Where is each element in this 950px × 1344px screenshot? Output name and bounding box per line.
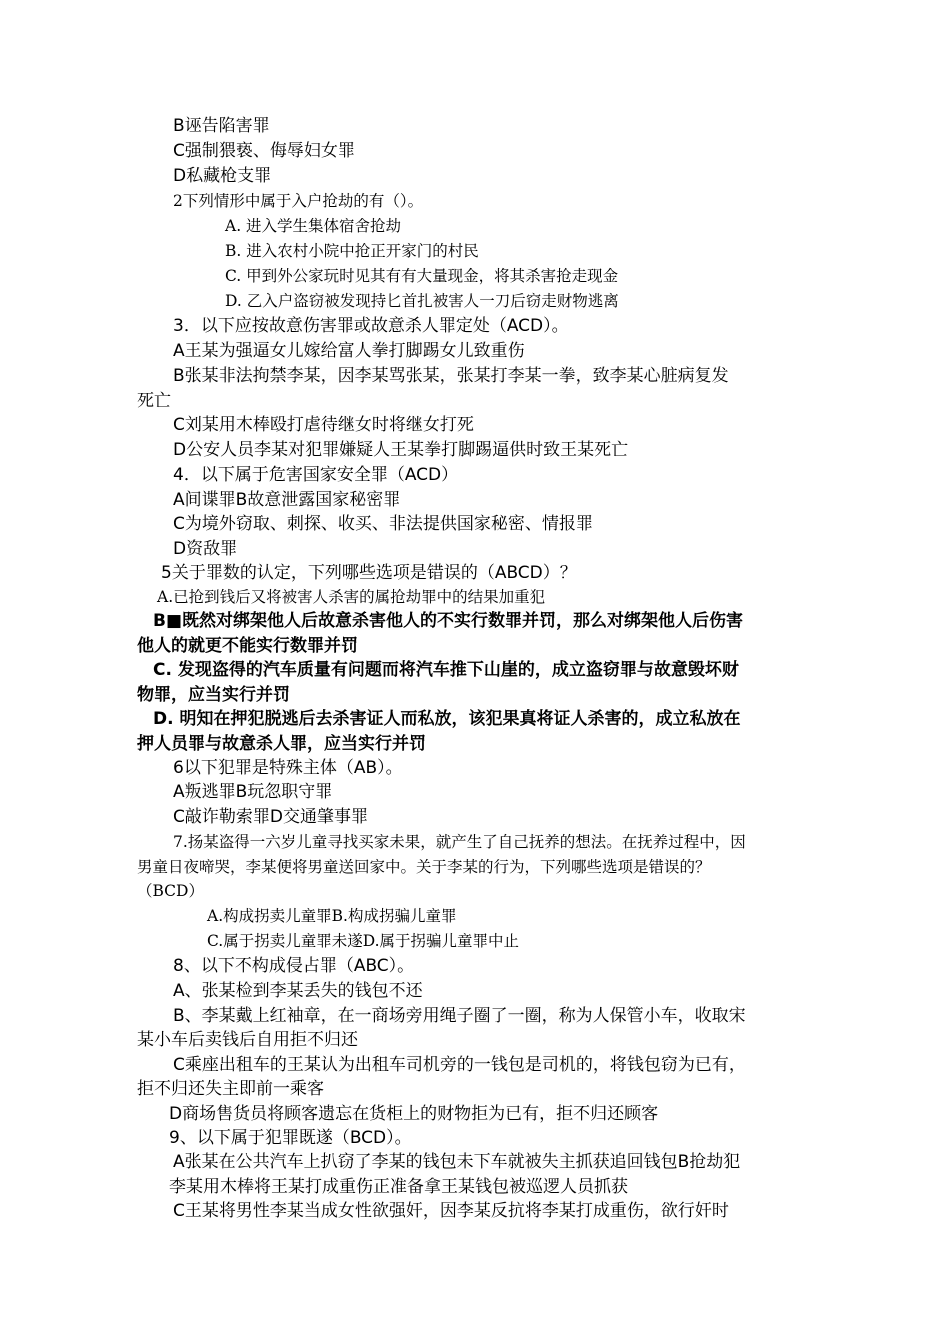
q7-option-ab: A.构成拐卖儿童罪B.构成拐骗儿童罪 bbox=[207, 907, 457, 925]
question-2-text: 2下列情形中属于入户抢劫的有（）。 bbox=[173, 192, 424, 210]
q3-option-b-cont: 死亡 bbox=[137, 391, 171, 411]
q8-option-d: D商场售货员将顾客遗忘在货柜上的财物拒为已有，拒不归还顾客 bbox=[169, 1104, 659, 1124]
q5-option-a: A.已抢到钱后又将被害人杀害的属抢劫罪中的结果加重犯 bbox=[157, 588, 546, 606]
q7-option-cd: C.属于拐卖儿童罪未遂D.属于拐骗儿童罪中止 bbox=[207, 932, 520, 950]
q5-option-d-cont: 押人员罪与故意杀人罪，应当实行并罚 bbox=[137, 734, 426, 754]
q3-option-a: A王某为强逼女儿嫁给富人拳打脚踢女儿致重伤 bbox=[173, 341, 525, 361]
q5-option-b-cont: 他人的就更不能实行数罪并罚 bbox=[137, 636, 358, 656]
q3-option-d: D公安人员李某对犯罪嫌疑人王某拳打脚踢逼供时致王某死亡 bbox=[173, 440, 629, 460]
q6-option-ab: A叛逃罪B玩忽职守罪 bbox=[173, 782, 333, 802]
q8-option-b-cont: 某小车后卖钱后自用拒不归还 bbox=[137, 1030, 358, 1050]
q2-option-b: B. 进入农村小院中抢正开家门的村民 bbox=[225, 242, 479, 260]
question-7-text: 7.扬某盗得一六岁儿童寻找买家未果，就产生了自己抚养的想法。在抚养过程中，因 bbox=[173, 833, 746, 851]
q2-option-c: C. 甲到外公家玩时见其有有大量现金，将其杀害抢走现金 bbox=[225, 267, 619, 285]
q2-option-a: A. 进入学生集体宿舍抢劫 bbox=[225, 217, 402, 235]
q5-option-b: B■既然对绑架他人后故意杀害他人的不实行数罪并罚，那么对绑架他人后伤害 bbox=[153, 611, 744, 631]
q4-option-d: D资敌罪 bbox=[173, 539, 238, 559]
question-4-text: 4．以下属于危害国家安全罪（ACD） bbox=[173, 465, 459, 485]
question-9-text: 9、以下属于犯罪既遂（BCD）。 bbox=[169, 1128, 412, 1148]
question-6-text: 6以下犯罪是特殊主体（AB）。 bbox=[173, 758, 403, 778]
q8-option-c-cont: 拒不归还失主即前一乘客 bbox=[137, 1079, 324, 1099]
q3-option-b: B张某非法拘禁李某，因李某骂张某，张某打李某一拳，致李某心脏病复发 bbox=[173, 366, 729, 386]
question-7-cont: 男童日夜啼哭，李某便将男童送回家中。关于李某的行为，下列哪些选项是错误的？ bbox=[137, 858, 711, 876]
q4-option-ab: A间谍罪B故意泄露国家秘密罪 bbox=[173, 490, 401, 510]
option-d-line: D私藏枪支罪 bbox=[173, 166, 272, 186]
question-3-text: 3．以下应按故意伤害罪或故意杀人罪定处（ACD）。 bbox=[173, 316, 569, 336]
option-c-line: C强制猥亵、侮辱妇女罪 bbox=[173, 141, 355, 161]
q8-option-b: B、李某戴上红袖章，在一商场旁用绳子圈了一圈，称为人保管小车，收取宋 bbox=[173, 1006, 746, 1026]
option-b-line: B诬告陷害罪 bbox=[173, 116, 270, 136]
q9-option-b-cont: 李某用木棒将王某打成重伤正准备拿王某钱包被巡逻人员抓获 bbox=[169, 1177, 628, 1197]
q5-option-c-cont: 物罪，应当实行并罚 bbox=[137, 685, 290, 705]
question-5-text: 5关于罪数的认定，下列哪些选项是错误的（ABCD）？ bbox=[161, 563, 577, 583]
q6-option-cd: C敲诈勒索罪D交通肇事罪 bbox=[173, 807, 368, 827]
question-7-answer: （BCD） bbox=[137, 882, 204, 900]
q3-option-c: C刘某用木棒殴打虐待继女时将继女打死 bbox=[173, 415, 474, 435]
question-8-text: 8、以下不构成侵占罪（ABC）。 bbox=[173, 956, 415, 976]
q8-option-c: C乘座出租车的王某认为出租车司机旁的一钱包是司机的，将钱包窃为已有， bbox=[173, 1055, 746, 1075]
q5-option-d: D. 明知在押犯脱逃后去杀害证人而私放，该犯果真将证人杀害的，成立私放在 bbox=[153, 709, 741, 729]
q5-option-c: C. 发现盗得的汽车质量有问题而将汽车推下山崖的，成立盗窃罪与故意毁坏财 bbox=[153, 660, 739, 680]
q4-option-c: C为境外窃取、刺探、收买、非法提供国家秘密、情报罪 bbox=[173, 514, 593, 534]
q9-option-c: C王某将男性李某当成女性欲强奸，因李某反抗将李某打成重伤，欲行奸时 bbox=[173, 1201, 729, 1221]
q2-option-d: D. 乙入户盗窃被发现持匕首扎被害人一刀后窃走财物逃离 bbox=[225, 292, 619, 310]
q9-option-a: A张某在公共汽车上扒窃了李某的钱包未下车就被失主抓获追回钱包B抢劫犯 bbox=[173, 1152, 741, 1172]
q8-option-a: A、张某检到李某丢失的钱包不还 bbox=[173, 981, 423, 1001]
